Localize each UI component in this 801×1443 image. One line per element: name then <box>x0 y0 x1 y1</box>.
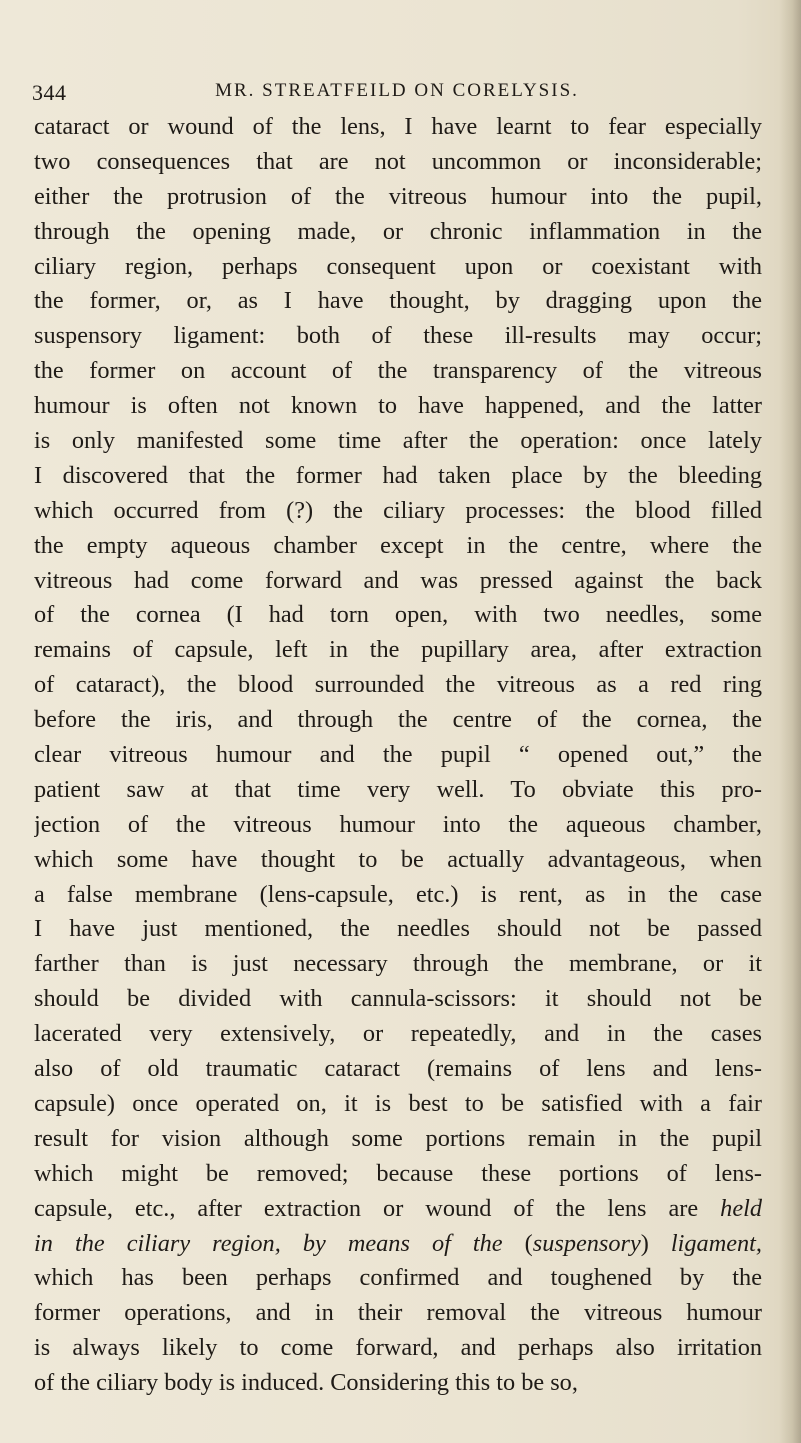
text-line: which some have thought to be actually advantageous, when <box>34 845 762 873</box>
running-head: MR. STREATFEILD ON CORELYSIS. <box>215 80 579 101</box>
text-line: two consequences that are not uncommon or inconsiderable; <box>34 147 762 175</box>
body-text <box>34 110 762 1401</box>
text-line: humour is often not known to have happened, and the latter <box>34 392 762 420</box>
text-line: should be divided with cannula-scissors: it should not be <box>34 985 762 1013</box>
page-number: 344 <box>32 80 67 105</box>
text-line: farther than is just necessary through the membrane, or it <box>34 950 762 978</box>
text-line: vitreous had come forward and was pressed against the back <box>34 566 762 594</box>
text-line: I discovered that the former had taken place by the bleeding <box>34 461 762 489</box>
text-span: capsule, etc., after extraction or wound of the lens are <box>34 1194 699 1222</box>
text-line: result for vision although some portions remain in the pupil <box>34 1124 762 1152</box>
text-line: also of old traumatic cataract (remains of lens and lens- <box>34 1055 762 1083</box>
text-line: patient saw at that time very well. To obviate this pro- <box>34 775 762 803</box>
text-line: is only manifested some time after the operation: once lately <box>34 427 762 455</box>
text-line-italic <box>34 1227 762 1262</box>
text-line: the former, or, as I have thought, by dragging upon the <box>34 287 762 315</box>
text-line: clear vitreous humour and the pupil “ opened out,” the <box>34 741 762 769</box>
text-line: which might be removed; because these portions of lens- <box>34 1159 762 1187</box>
italic-span: held <box>720 1194 762 1222</box>
italic-span: suspensory <box>532 1229 641 1257</box>
text-line: lacerated very extensively, or repeatedly, and in the cases <box>34 1020 762 1048</box>
text-line: of the ciliary body is induced. Considering this to be so, <box>34 1369 578 1397</box>
text-line: through the opening made, or chronic inflammation in the <box>34 217 762 245</box>
text-line: of cataract), the blood surrounded the vitreous as a red ring <box>34 671 762 699</box>
text-line: ciliary region, perhaps consequent upon or coexistant with <box>34 252 762 280</box>
text-line: which occurred from (?) the ciliary processes: the blood filled <box>34 496 762 524</box>
text-line: cataract or wound of the lens, I have learnt to fear especially <box>34 113 762 140</box>
italic-span: in the ciliary region, by means of the <box>34 1229 503 1257</box>
text-line: is always likely to come forward, and perhaps also irritation <box>34 1334 762 1362</box>
text-line: the former on account of the transparency of the vitreous <box>34 357 762 385</box>
text-span: ( <box>524 1229 533 1257</box>
text-line: former operations, and in their removal the vitreous humour <box>34 1299 762 1327</box>
text-span: ) <box>640 1229 649 1257</box>
text-line: a false membrane (lens-capsule, etc.) is rent, as in the case <box>34 880 762 908</box>
text-line: jection of the vitreous humour into the aqueous chamber, <box>34 810 762 838</box>
page-edge-shadow <box>779 0 801 1443</box>
text-line: suspensory ligament: both of these ill-results may occur; <box>34 322 762 350</box>
text-line: either the protrusion of the vitreous humour into the pupil, <box>34 182 762 210</box>
italic-span: ligament, <box>670 1229 762 1257</box>
text-line: before the iris, and through the centre of the cornea, the <box>34 706 762 734</box>
text-line: capsule) once operated on, it is best to be satisfied with a fair <box>34 1089 762 1117</box>
text-line: remains of capsule, left in the pupillary area, after extraction <box>34 636 762 664</box>
text-line: which has been perhaps confirmed and toughened by the <box>34 1264 762 1292</box>
text-line: of the cornea (I had torn open, with two needles, some <box>34 601 762 629</box>
text-line: the empty aqueous chamber except in the centre, where the <box>34 531 762 559</box>
text-line: I have just mentioned, the needles should not be passed <box>34 915 762 943</box>
text-line-with-italic <box>34 1192 762 1227</box>
